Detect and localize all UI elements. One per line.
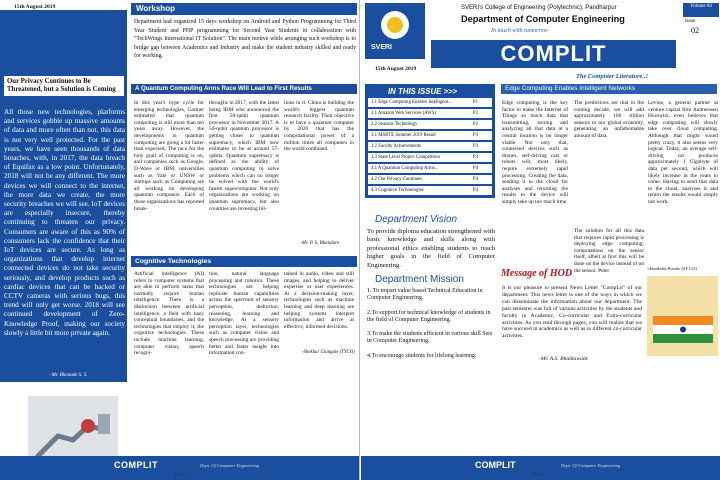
edge-article-author: -Akanksha Puvale (SY CO)	[647, 266, 697, 271]
issue-date: 15th August 2019	[375, 66, 417, 72]
hod-message-heading: Message of HOD	[501, 268, 573, 279]
toc-item-page: P2	[472, 111, 478, 116]
footer-logo: COMPLIT	[114, 460, 158, 470]
toc-item[interactable]	[368, 120, 492, 129]
cognitive-article-column-3: tained in audio, video and still images, and helping to deliver expertise or user experiences. At a decision-making layer, technologies such as machine learning and deep learning are helping systems interpret information and arrive at effective, informed decisions.	[284, 271, 354, 330]
toc-item[interactable]	[368, 109, 492, 118]
sveri-logo-label: SVERI	[371, 44, 393, 51]
toc-item[interactable]	[368, 175, 492, 184]
toc-item-label: 3.3 State Level Project Competition	[371, 155, 440, 160]
privacy-article-author: -Mr. Bhonade S. S.	[50, 373, 88, 378]
issue-label: Issue	[685, 19, 696, 24]
quantum-article-author: -Mr. P. S. Bhandare	[300, 241, 340, 246]
footer-logo: COMPLIT	[475, 460, 516, 470]
issue-date: 15th August 2019	[14, 4, 56, 10]
hod-message-author: -Mr. A.S. Bhadlawade	[539, 356, 589, 362]
table-of-contents	[365, 84, 495, 198]
page-footer	[361, 456, 720, 480]
quantum-article-column-1: In this year's hype cycle for emerging technologies, Gartner estimated that quantum computing is still more than ten years away. However, the developments in quantum computing are going a lot faster than expected. The race for the holy grail of computing is on, and companies such as Google, D-Wave or IBM, universities such as Yale or UNSW or startups such as Computing are all working on developing quantum computers. Each of those organizations has reported break-	[134, 100, 204, 212]
college-name: SVERI's College of Engineering (Polytechnic), Pandharpur	[461, 5, 617, 11]
toc-item-label: 1.1 Edge Computing Enables Intelligent...	[371, 100, 452, 105]
toc-item-page: P3	[472, 133, 478, 138]
toc-item-page: P3	[472, 144, 478, 149]
mission-list: 1. To impart value based Technical Education in Computer Engineering. 2.To support for technical knowledge of students in the field of Computer Engineering. 3.To make the students efficient in various skill Sets in Computer Engineering. 4.To encourage students for lifelong learning.	[367, 288, 493, 359]
cognitive-article-author: -Shekhar Giangule (TYCO)	[302, 350, 355, 355]
toc-item-label: 2.1 Amazon Web Services (AWS)	[371, 111, 437, 116]
edge-article-column-3: Levine, a general partner at venture capital firm Andreessen Horowitz, even believes that edge computing will slowly take over cloud computing. Although that might sound pretty crazy, it also seems very logical. Today, an average self-driving car produces approximately 1 Gigabyte of data per second, which will likely increase in the years to come. Having to send that data to the cloud, analyses it and return the results would simply not work.	[648, 100, 718, 205]
cognitive-article-heading: Cognitive Technologies	[131, 256, 357, 267]
toc-item[interactable]	[368, 142, 492, 151]
independence-day-image	[647, 276, 718, 356]
workshop-body: Department had organized 15 days workshop on Android and Python Programming for Third Year Student and PHP programming for Second Year Students in collaboration with "TechWings International IT Solution". The main motive while arranging such workshop is to bridge gap between Academics and Industry and make the student industry skilled and ready for working.	[134, 19, 356, 59]
masthead-tagline: In touch with tomorrow	[491, 28, 548, 34]
edge-article-heading: Edge Computing Enables Intelligent Networks	[501, 84, 717, 94]
toc-item-label: 2.2 Seasons Technology	[371, 122, 418, 127]
flag-celebration-illustration	[647, 276, 718, 356]
newsletter-page-1	[361, 0, 720, 480]
toc-item[interactable]	[368, 131, 492, 140]
workshop-heading: Workshop	[131, 3, 357, 15]
privacy-article-title: Our Privacy Continues to Be Threatened, but a Solution is Coming	[4, 76, 124, 96]
toc-item-label: 3.2 Faculty Achievements	[371, 144, 421, 149]
toc-item-label: 4.2 Our Privacy Continues	[371, 177, 423, 182]
cognitive-article-column-2: tion, natural language processing and robotics. These technologies are helping replicate human capabilities across the spectrum of sensory perception, deduction, reasoning, learning and knowledge. At a sensory perception layer, technologies such as computer vision and speech processing are providing better and faster insight into information con-	[209, 271, 279, 357]
footer-tagline: Dept. Of Computer Engineering	[200, 463, 260, 468]
cognitive-article-column-1: Artificial intelligence (AI) refers to computer systems that are able to perform tasks that normally require human intelligence. There is a distinction between artificial intelligence, a field with hazy conceptual boundaries, and the technologies that employ it, the cognitive technologies. These include machine learning, computer vision, speech recogni-	[134, 271, 204, 357]
toc-item-page: P4	[472, 188, 478, 193]
toc-item[interactable]	[368, 153, 492, 162]
volume-badge: Volume 04	[683, 3, 719, 17]
department-name: Department of Computer Engineering	[461, 14, 625, 24]
quantum-article-column-2: throughs in 2017, with the latest being IBM who announced the first 50-qubit quantum processor in November 2017. A 50-qubit quantum processor is getting closer to quantum supremacy, which IBM now estimates to be at around 57-qubits. Quantum supremacy is defined as the ability of quantum computing to solve problems which can no longer be solved with the world's fastest supercomputer. Not only organizations are working on quantum supremacy, but also countries are investing bil-	[209, 100, 279, 212]
vision-body: To provide diploma education strengthened with basic knowledge and skills along with professional ethics enabling students to reach higher goals in the field of Computer Engineering.	[367, 228, 495, 269]
footer-tagline: Dept. Of Computer Engineering	[561, 463, 621, 468]
edge-article-column-2-cont: The solution for all this data that requires rapid processing is deploying edge computing; computations on the sensor itself, albeit at first this will be done on the device instead of on the sensor. Peter	[574, 228, 644, 274]
issue-number: 02	[691, 26, 699, 35]
page-footer	[0, 456, 360, 480]
toc-item-label: 3.1 MSBTE Summer 2019 Result	[371, 133, 436, 138]
page-number: Page 4	[175, 471, 188, 476]
privacy-article-body: All those new technologies, platforms and services gobble up massive amounts of data and more often than not, this data is not very well protected. For the past years, we have seen thousands of data breaches, with, in 2017, the data breach of Equifax as a low point. Unfortunately, 2018 will not be any different. The more devices we will connect to the internet, the more data we create, the more security breaches we will see. IoT devices are especially insecure, thereby continuing to threaten our privacy. Consumers are aware of this as 90% of consumers lack the confidence that their IoT devices are secure. As long as organizations that develop internet connected devices do not take security seriously, and develop products such as cardiac devices that can be hacked or CCTV cameras with serious bugs, this trend will only get worse. 2018 will see continued development of Zero-Knowledge Proof, making our society slowly a little bit more private again.	[4, 108, 126, 337]
toc-item-label: 4.1 A Quantum Computing Arms...	[371, 166, 439, 171]
edge-article-column-1: Edge computing is the key factor to make the Internet of Things so much data that transmitting, storing and analyzing all that data at a central location is no longer viable. Not only that, connected devices such as drones, self-driving cars or robots will, most likely, require extremely rapid processing. Creating the data, sending it to the cloud for analyses and returning the results to the device will simply take up too much time.	[502, 100, 568, 205]
toc-title: IN THIS ISSUE >>>	[388, 87, 458, 96]
toc-item-page: P4	[472, 177, 478, 182]
toc-item[interactable]	[368, 98, 492, 107]
toc-item-page: P1	[472, 100, 478, 105]
vision-heading: Department Vision	[375, 214, 458, 225]
toc-item-page: P2	[472, 122, 478, 127]
page-number: Page 1	[533, 471, 546, 476]
quantum-article-column-3: lions in it. China is building the world's biggest quantum research facility. Their objective is to have a quantum computer by 2020 that has the computational power of a million times all computers in the world combined.	[284, 100, 354, 153]
edge-article-column-2: The predictions are that in the coming decade, we will add approximately 100 trillion sensors to our global economy, generating an unfathomable amount of data.	[574, 100, 644, 139]
newsletter-subtitle: The Computer Literature..!	[576, 73, 649, 80]
toc-item-page: P4	[472, 166, 478, 171]
mission-heading: Department Mission	[375, 274, 464, 285]
quantum-article-heading: A Quantum Computing Arms Race Will Lead to First Results	[131, 84, 357, 94]
toc-item-page: P3	[472, 155, 478, 160]
newsletter-title-banner: COMPLIT	[431, 40, 676, 68]
toc-item[interactable]	[368, 186, 492, 195]
toc-item-label: 4.3 Cognitive Technologies	[371, 188, 424, 193]
hod-message-body: It is our pleasure to present News Letter "CompLit" of our department. This news letter is one of the ways in which we can disseminate the information about our department. The past semester was full of various activities by the students and faculty in Academic, Co-curricular and Extra-curricular activities. As you read through pages, you will realize that we have succeed in academics as well as in different co-curricular activities.	[502, 285, 642, 340]
toc-item[interactable]	[368, 164, 492, 173]
